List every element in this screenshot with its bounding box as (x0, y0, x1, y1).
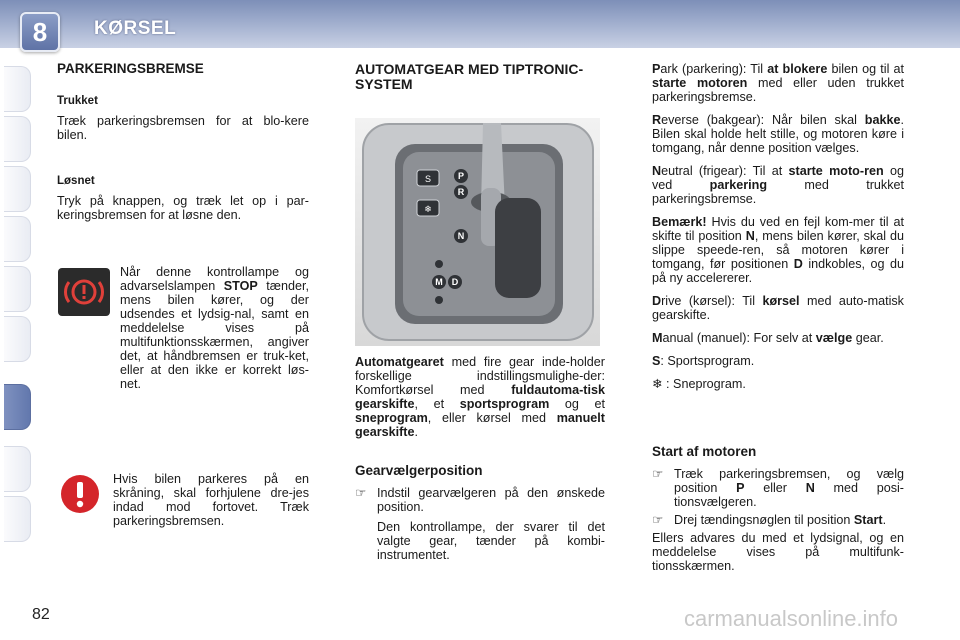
bold-text: N (805, 481, 815, 495)
left-column (57, 62, 309, 231)
warning-text-b: tænder, mens bilen kører, og der udsendes et lydsig-nal, samt en meddelelse vises på multifunktionsskærmen, angiver det, at håndbremsen er truk-ket, eller at den ikke er korrekt løs-net. (120, 279, 309, 391)
desc-text: , eller kørsel med (427, 411, 557, 425)
start-engine-section (652, 445, 904, 582)
text: eller (744, 481, 806, 495)
bold-text: starte moto-ren (788, 164, 884, 178)
gear-selector-photo (355, 118, 600, 346)
exclamation-warning-icon (60, 474, 100, 514)
gear-r-description (652, 113, 904, 155)
pointing-hand-icon: ☞ (652, 467, 664, 481)
bullet-note-text: Den kontrollampe, der svarer til det valgte gear, tænder på kombi-instrumentet. (377, 520, 605, 562)
bullet-item (652, 467, 904, 509)
bullet-item (355, 486, 605, 514)
snow-button-label: ❄ (424, 204, 432, 214)
bold-text: kørsel (762, 294, 800, 308)
gear-label-m: M (435, 277, 443, 287)
gear-m-description (652, 331, 904, 345)
desc-text: , et (414, 397, 460, 411)
desc-text: . (414, 425, 419, 439)
text: og ved (652, 164, 904, 192)
bold-text: P (736, 481, 745, 495)
section-title-automatic: AUTOMATGEAR MED TIPTRONIC-SYSTEM (355, 61, 584, 92)
bold-text: vælge (815, 331, 853, 345)
slope-parking-text: Hvis bilen parkeres på en skråning, skal forhjulene dre-jes indad mod fortovet. Træk parkeringsbremsen. (113, 472, 309, 528)
start-closing-paragraph: Ellers advares du med et lydsignal, og en meddelelse vises på multifunk-tionsskærmen. (652, 531, 904, 573)
note-label: Bemærk! (652, 215, 707, 229)
text: bilen og til at (827, 62, 904, 76)
right-column (652, 62, 904, 400)
warning-stop-label: STOP (223, 279, 258, 293)
desc-bold-automatgearet: Automatgearet (355, 355, 444, 369)
bold-text: Start (853, 513, 883, 527)
gear-letter: D (652, 294, 662, 308)
middle-column-header (355, 62, 605, 92)
note-paragraph (652, 215, 904, 285)
chapter-tab[interactable] (4, 66, 31, 112)
chapter-tab[interactable] (4, 266, 31, 312)
subheading-released: Løsnet (57, 175, 95, 187)
desc-bold-manual: manuelt gearskifte (355, 411, 605, 439)
warning-lamp-text (57, 265, 309, 391)
text: rive (kørsel): Til (661, 294, 763, 308)
chapter-tab[interactable] (4, 316, 31, 362)
chapter-tab[interactable] (4, 116, 31, 162)
desc-bold-snow: sneprogram (355, 411, 428, 425)
snow-description (652, 377, 904, 391)
bold-text: parkering (709, 178, 768, 192)
gear-label-p: P (457, 171, 465, 181)
bullet-item (652, 513, 904, 527)
text: med posi-tionsvælgeren. (674, 481, 904, 509)
gear-position-section (355, 464, 605, 562)
gear-letter: N (652, 164, 662, 178)
text: Træk parkeringsbremsen, og vælg position (674, 467, 904, 495)
section-title: PARKERINGSBREMSE (57, 61, 204, 76)
gear-n-description (652, 164, 904, 206)
chapter-number-badge: 8 (20, 12, 60, 52)
text: med eller uden trukket parkeringsbremse. (652, 76, 904, 104)
page-number: 82 (32, 606, 50, 623)
text: ark (parkering): Til (660, 62, 768, 76)
chapter-title: KØRSEL (94, 18, 177, 39)
gear-letter: R (652, 113, 662, 127)
gear-letter: S (652, 354, 661, 368)
section-title-gear-position: Gearvælgerposition (355, 463, 483, 478)
bullet-note (355, 520, 605, 562)
sport-button-label: S (424, 174, 432, 184)
text: Hvis du ved en fejl kom-mer til at skifte til position (652, 215, 904, 243)
bold-text: at blokere (767, 62, 828, 76)
snowflake-icon: ❄ (652, 377, 663, 391)
text: : Sneprogram. (662, 377, 746, 391)
desc-text: med fire gear inde-holder forskellige indstillingsmulighe-der: Komfortkørsel med (355, 355, 605, 397)
text: . (882, 513, 887, 527)
chapter-tab[interactable] (4, 496, 31, 542)
paragraph-pulled: Træk parkeringsbremsen for at blo-kere bilen. (57, 114, 309, 142)
chapter-tab[interactable] (4, 216, 31, 262)
text: gear. (852, 331, 884, 345)
text: eutral (frigear): Til at (661, 164, 789, 178)
gear-letter: M (652, 331, 663, 345)
bold-text: N (745, 229, 755, 243)
chapter-tab-rail (0, 48, 34, 576)
chapter-tab[interactable] (4, 166, 31, 212)
text: , mens bilen kører, skal du slippe speede-ren, så motoren kører i tomgang, før positionen (652, 229, 904, 271)
desc-bold-fullauto: fuldautoma-tisk gearskifte (355, 383, 605, 411)
bold-text: bakke (864, 113, 901, 127)
warning-text-a: Når denne kontrollampe og advarselslampen (120, 265, 309, 293)
bullet-text: Indstil gearvælgeren på den ønskede position. (377, 486, 605, 514)
text: . Bilen skal holde helt stille, og motoren køre i tomgang, når denne position vælges. (652, 113, 904, 155)
text: : Sportsprogram. (660, 354, 755, 368)
text: indkobles, og du på ny accelererer. (652, 257, 904, 285)
gear-p-description (652, 62, 904, 104)
gear-letter: P (652, 62, 661, 76)
bold-text: D (793, 257, 803, 271)
desc-bold-sport: sportsprogram (459, 397, 550, 411)
pointing-hand-icon: ☞ (652, 513, 664, 527)
pointing-hand-icon: ☞ (355, 486, 367, 500)
section-title-start: Start af motoren (652, 444, 757, 459)
text: Drej tændingsnøglen til position (674, 513, 854, 527)
bold-text: starte motoren (652, 76, 748, 90)
gear-d-description (652, 294, 904, 322)
desc-text: og et (549, 397, 606, 411)
automatic-description (355, 355, 605, 439)
watermark: carmanualsonline.info (684, 606, 899, 631)
text: everse (bakgear): Når bilen skal (661, 113, 865, 127)
gear-label-d: D (451, 277, 459, 287)
chapter-tab-active[interactable] (4, 384, 31, 430)
chapter-tab[interactable] (4, 446, 31, 492)
gear-label-r: R (457, 187, 465, 197)
paragraph-released: Tryk på knappen, og træk let op i par-keringsbremsen for at løsne den. (57, 194, 309, 222)
sport-description (652, 354, 904, 368)
text: med trukket parkeringsbremse. (652, 178, 904, 206)
text: anual (manuel): For selv at (662, 331, 816, 345)
gear-label-n: N (457, 231, 465, 241)
text: med auto-matisk gearskifte. (652, 294, 904, 322)
subheading-pulled: Trukket (57, 95, 98, 107)
